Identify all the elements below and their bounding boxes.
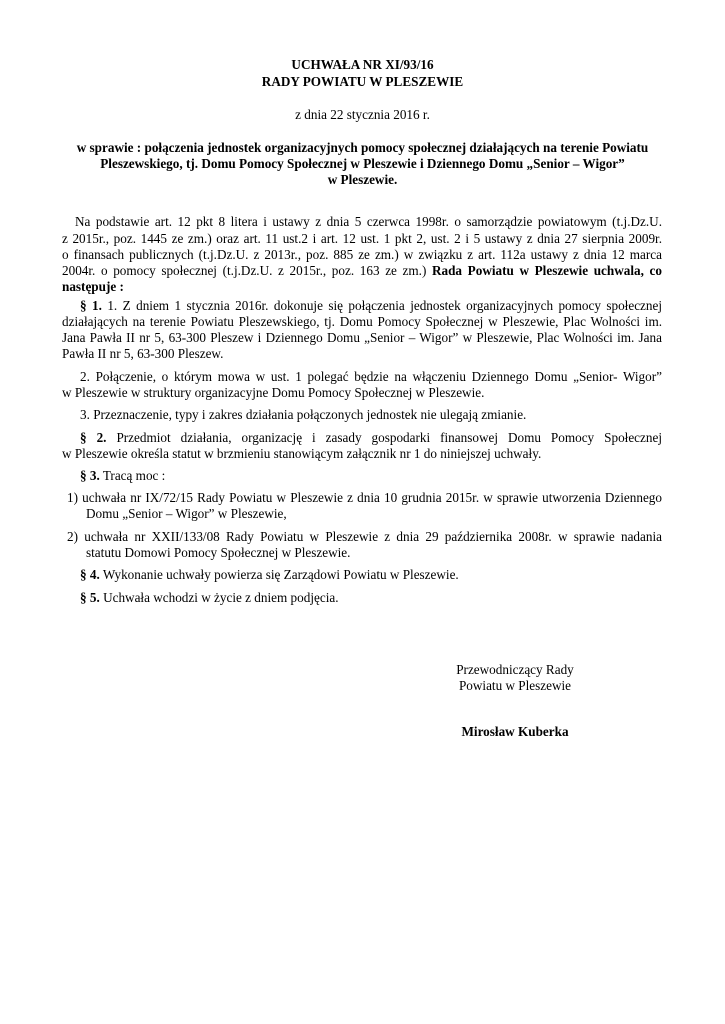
section-1-line-4: Pawła II nr 5, 63-300 Pleszew. bbox=[62, 346, 224, 361]
section-2-line-1 bbox=[80, 430, 662, 446]
section-4 bbox=[80, 567, 680, 583]
repealed-item-1-line-1: 1) uchwała nr IX/72/15 Rady Powiatu w Pleszewie z dnia 10 grudnia 2015r. w sprawie utworzenia Dziennego bbox=[67, 490, 662, 505]
section-1-text: 1. Z dniem 1 stycznia 2016r. dokonuje się połączenia jednostek organizacyjnych pomocy społecznej bbox=[107, 298, 663, 313]
signatory-title-1: Przewodniczący Rady bbox=[456, 662, 574, 677]
section-1-3: 3. Przeznaczenie, typy i zakres działania połączonych jednostek nie ulegają zmianie. bbox=[80, 407, 527, 422]
signatory-title-2: Powiatu w Pleszewie bbox=[458, 678, 572, 693]
section-1-mark: § 1. bbox=[80, 298, 102, 313]
section-1-line-2: działających na terenie Powiatu Pleszewskiego, tj. Domu Pomocy Społecznej w Pleszewie, Plac Wolności im. bbox=[62, 314, 662, 329]
section-3-heading bbox=[80, 468, 680, 484]
subject-line-3: w Pleszewie. bbox=[327, 172, 398, 187]
repealed-item-1-line-2: Domu „Senior – Wigor” w Pleszewie, bbox=[86, 506, 287, 521]
section-2-line-2: w Pleszewie określa statut w brzmieniu stanowiącym załącznik nr 1 do niniejszej uchwały. bbox=[62, 446, 542, 461]
section-5-mark: § 5. bbox=[80, 590, 100, 605]
intro-line-5: następuje : bbox=[62, 279, 124, 294]
section-1-line-1 bbox=[80, 298, 662, 314]
resolution-date: z dnia 22 stycznia 2016 r. bbox=[295, 107, 430, 122]
intro-line-2: z 2015r., poz. 1445 ze zm.) oraz art. 11 ust.2 i art. 12 ust. 1 pkt 2, ust. 2 i 5 ustawy z dnia 27 sierpnia 2009r. bbox=[62, 231, 662, 246]
section-5-text: Uchwała wchodzi w życie z dniem podjęcia. bbox=[103, 590, 339, 605]
section-5 bbox=[80, 590, 680, 606]
intro-line-4 bbox=[62, 263, 662, 279]
resolution-number: UCHWAŁA NR XI/93/16 bbox=[291, 57, 434, 72]
section-3-mark: § 3. bbox=[80, 468, 100, 483]
section-1-line-3: Jana Pawła II nr 5, 63-300 Pleszew i Dziennego Domu „Senior – Wigor” w Pleszewie, Plac Wolności im. Jana bbox=[62, 330, 662, 345]
subject-line-1: w sprawie : połączenia jednostek organizacyjnych pomocy społecznej działających na terenie Powiatu bbox=[76, 140, 649, 155]
section-1-2-line-2: w Pleszewie w struktury organizacyjne Domu Pomocy Społecznej w Pleszewie. bbox=[62, 385, 485, 400]
enacting-clause: Rada Powiatu w Pleszewie uchwala, co bbox=[431, 263, 662, 278]
section-2-text: Przedmiot działania, organizację i zasady gospodarki finansowej Domu Pomocy Społecznej bbox=[116, 430, 662, 445]
section-4-text: Wykonanie uchwały powierza się Zarządowi Powiatu w Pleszewie. bbox=[102, 567, 459, 582]
section-4-mark: § 4. bbox=[80, 567, 100, 582]
signatory-name: Mirosław Kuberka bbox=[461, 724, 569, 739]
section-3-text: Tracą moc : bbox=[102, 468, 166, 483]
intro-line-3: o finansach publicznych (t.j.Dz.U. z 2013r., poz. 885 ze zm.) w związku z art. 112a ustawy z dnia 12 marca bbox=[62, 247, 662, 262]
intro-line-4-text: 2004r. o pomocy społecznej (t.j.Dz.U. z 2015r., poz. 163 ze zm.) bbox=[62, 263, 427, 278]
section-1-2-line-1: 2. Połączenie, o którym mowa w ust. 1 polegać będzie na włączeniu Dziennego Domu „Senior- Wigor” bbox=[80, 369, 662, 384]
intro-line-1: Na podstawie art. 12 pkt 8 litera i ustawy z dnia 5 czerwca 1998r. o samorządzie powiatowym (t.j.Dz.U. bbox=[75, 214, 662, 229]
subject-line-2: Pleszewskiego, tj. Domu Pomocy Społecznej w Pleszewie i Dziennego Domu „Senior – Wigor” bbox=[100, 156, 625, 171]
repealed-item-2-line-2: statutu Domowi Pomocy Społecznej w Pleszewie. bbox=[86, 545, 351, 560]
repealed-item-2-line-1: 2) uchwała nr XXII/133/08 Rady Powiatu w Pleszewie z dnia 29 października 2008r. w sprawie nadania bbox=[67, 529, 662, 544]
council-name: RADY POWIATU W PLESZEWIE bbox=[261, 74, 464, 89]
section-2-mark: § 2. bbox=[80, 430, 107, 445]
